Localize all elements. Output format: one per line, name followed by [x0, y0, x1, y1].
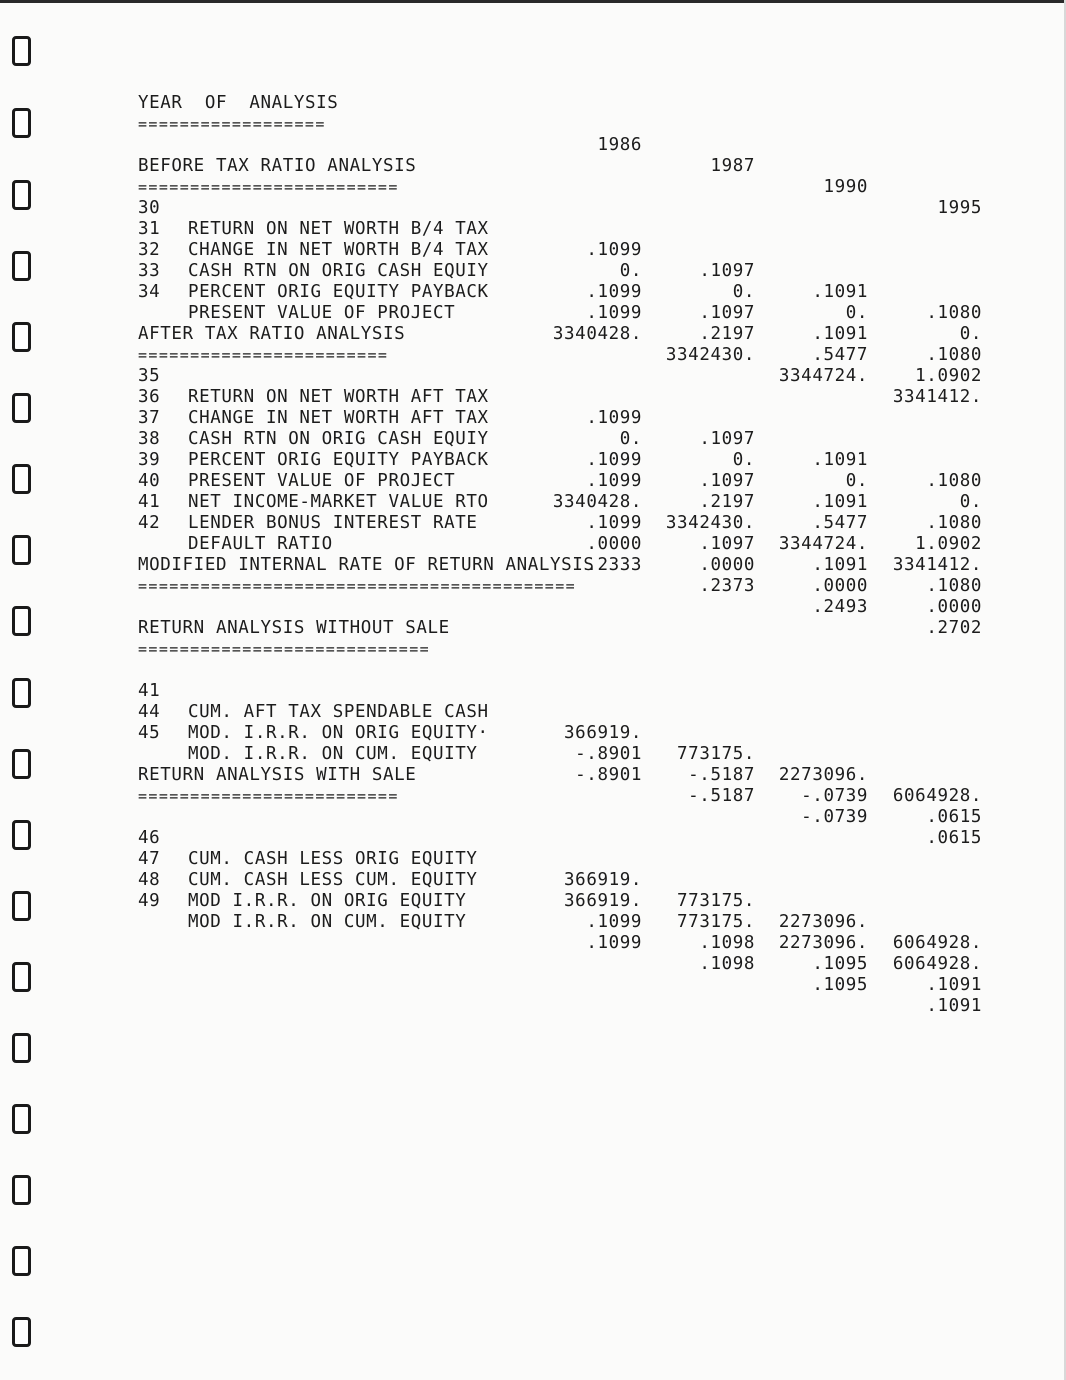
year-1995: 1995 [937, 198, 982, 218]
binding-hole [12, 251, 31, 281]
line-number: 35 [138, 366, 161, 386]
cell-1990: 2273096. [778, 933, 868, 953]
cell-1987: .2197 [699, 492, 755, 512]
cell-1995: .1080 [926, 576, 982, 596]
binding-hole [12, 1246, 31, 1276]
row-label: CASH RTN ON ORIG CASH EQUIY [188, 261, 489, 281]
report-title: YEAR OF ANALYSIS [138, 93, 339, 113]
line-number: 48 [138, 870, 161, 890]
cell-1986: 366919. [564, 870, 642, 890]
report-printout [138, 72, 1018, 1016]
cell-1987: .2373 [699, 576, 755, 596]
row-label: NET INCOME-MARKET VALUE RTO [188, 492, 489, 512]
after-tax-title: AFTER TAX RATIO ANALYSIS [138, 324, 406, 344]
cell-1990: 2273096. [778, 912, 868, 932]
cell-1987: 773175. [677, 891, 755, 911]
line-number: 33 [138, 261, 161, 281]
row-label: MOD. I.R.R. ON CUM. EQUITY [188, 744, 478, 764]
cell-1990: .1091 [812, 450, 868, 470]
cell-1986: 366919. [564, 891, 642, 911]
cell-1990: 3344724. [778, 366, 868, 386]
cell-1986: .2333 [586, 555, 642, 575]
cell-1995: 1.0902 [915, 366, 982, 386]
cell-1987: .1097 [699, 471, 755, 491]
cell-1995: .1091 [926, 975, 982, 995]
before-tax-title: BEFORE TAX RATIO ANALYSIS [138, 156, 417, 176]
row-label: CUM. CASH LESS ORIG EQUITY [188, 849, 478, 869]
cell-1986: .0000 [586, 534, 642, 554]
cell-1995: .1080 [926, 345, 982, 365]
cell-1987: -.5187 [688, 786, 755, 806]
cell-1990: .1091 [812, 492, 868, 512]
with-sale-underline: ========================= [138, 787, 399, 805]
cell-1995: 3341412. [892, 555, 982, 575]
line-number: 44 [138, 702, 161, 722]
cell-1986: .1099 [586, 471, 642, 491]
cell-1990: 0. [845, 471, 868, 491]
cell-1990: .5477 [812, 345, 868, 365]
line-number: 32 [138, 240, 161, 260]
binding-hole [12, 891, 31, 921]
line-number: 39 [138, 450, 161, 470]
cell-1987: 0. [732, 450, 755, 470]
cell-1995: .2702 [926, 618, 982, 638]
line-number: 42 [138, 513, 161, 533]
line-number: 37 [138, 408, 161, 428]
line-number: 34 [138, 282, 161, 302]
cell-1995: 6064928. [892, 786, 982, 806]
row-label: MOD. I.R.R. ON ORIG EQUITY· [188, 723, 489, 743]
cell-1995: .0615 [926, 807, 982, 827]
cell-1995: 6064928. [892, 954, 982, 974]
cell-1990: .1095 [812, 954, 868, 974]
row-label: CHANGE IN NET WORTH AFT TAX [188, 408, 489, 428]
cell-1995: .1080 [926, 303, 982, 323]
line-number: 31 [138, 219, 161, 239]
binding-hole [12, 962, 31, 992]
row-label: CUM. CASH LESS CUM. EQUITY [188, 870, 478, 890]
cell-1990: .5477 [812, 513, 868, 533]
mirr-title: MODIFIED INTERNAL RATE OF RETURN ANALYSIS [138, 555, 595, 575]
cell-1986: .1099 [586, 282, 642, 302]
cell-1987: -.5187 [688, 765, 755, 785]
cell-1990: .0000 [812, 576, 868, 596]
before-tax-underline: ========================= [138, 178, 399, 196]
cell-1990: -.0739 [801, 786, 868, 806]
cell-1987: 0. [732, 282, 755, 302]
cell-1987: .2197 [699, 324, 755, 344]
line-number: 40 [138, 471, 161, 491]
cell-1990: 3344724. [778, 534, 868, 554]
year-1987: 1987 [710, 156, 755, 176]
binding-hole [12, 108, 31, 138]
cell-1987: .0000 [699, 555, 755, 575]
row-label: CUM. AFT TAX SPENDABLE CASH [188, 702, 489, 722]
row-label: MOD I.R.R. ON CUM. EQUITY [188, 912, 467, 932]
cell-1995: .0615 [926, 828, 982, 848]
line-number: 36 [138, 387, 161, 407]
cell-1986: .1099 [586, 513, 642, 533]
cell-1990: .2493 [812, 597, 868, 617]
row-label: CHANGE IN NET WORTH B/4 TAX [188, 240, 489, 260]
row-label: RETURN ON NET WORTH AFT TAX [188, 387, 489, 407]
without-sale-title: RETURN ANALYSIS WITHOUT SALE [138, 618, 450, 638]
line-number: 41 [138, 681, 161, 701]
binding-hole [12, 180, 31, 210]
cell-1990: .1091 [812, 282, 868, 302]
binding-hole [12, 820, 31, 850]
binding-hole [12, 464, 31, 494]
mirr-underline: ========================================== [138, 577, 577, 595]
cell-1987: 3342430. [665, 513, 755, 533]
cell-1986: .1099 [586, 450, 642, 470]
cell-1987: .1098 [699, 933, 755, 953]
cell-1986: .1099 [586, 912, 642, 932]
row-label: MOD I.R.R. ON ORIG EQUITY [188, 891, 467, 911]
cell-1987: 3342430. [665, 345, 755, 365]
cell-1986: .1099 [586, 933, 642, 953]
binding-hole [12, 1175, 31, 1205]
binding-hole [12, 36, 31, 66]
cell-1986: 0. [619, 261, 642, 281]
row-label: PERCENT ORIG EQUITY PAYBACK [188, 450, 489, 470]
binding-hole [12, 1104, 31, 1134]
report-title-row [138, 72, 1018, 113]
cell-1995: .1080 [926, 471, 982, 491]
cell-1990: 0. [845, 303, 868, 323]
cell-1987: .1097 [699, 303, 755, 323]
cell-1987: .1097 [699, 429, 755, 449]
report-title-underline: ================== [138, 115, 326, 133]
cell-1986: 366919. [564, 723, 642, 743]
cell-1986: .1099 [586, 408, 642, 428]
cell-1986: 3340428. [552, 324, 642, 344]
binding-holes [12, 30, 34, 1360]
year-1986: 1986 [597, 135, 642, 155]
cell-1987: .1097 [699, 261, 755, 281]
line-number: 46 [138, 828, 161, 848]
row-label: DEFAULT RATIO [188, 534, 333, 554]
cell-1987: .1097 [699, 534, 755, 554]
cell-1990: .1095 [812, 975, 868, 995]
line-number: 47 [138, 849, 161, 869]
line-number: 30 [138, 198, 161, 218]
section-underline-row [138, 618, 1018, 658]
cell-1986: .1099 [586, 240, 642, 260]
cell-1986: -.8901 [575, 765, 642, 785]
cell-1986: 0. [619, 429, 642, 449]
without-sale-underline: ============================ [138, 640, 431, 658]
line-number: 45 [138, 723, 161, 743]
cell-1986: 3340428. [552, 492, 642, 512]
cell-1987: 773175. [677, 912, 755, 932]
cell-1987: 773175. [677, 744, 755, 764]
cell-1995: 3341412. [892, 387, 982, 407]
cell-1990: 2273096. [778, 765, 868, 785]
cell-1995: 0. [959, 492, 982, 512]
binding-hole [12, 749, 31, 779]
cell-1990: .1091 [812, 324, 868, 344]
row-label: PRESENT VALUE OF PROJECT [188, 471, 456, 491]
cell-1987: .1098 [699, 954, 755, 974]
cell-1990: .1091 [812, 555, 868, 575]
after-tax-underline: ======================== [138, 346, 389, 364]
row-label: PERCENT ORIG EQUITY PAYBACK [188, 282, 489, 302]
cell-1995: 6064928. [892, 933, 982, 953]
cell-1986: -.8901 [575, 744, 642, 764]
binding-hole [12, 606, 31, 636]
cell-1990: -.0739 [801, 807, 868, 827]
binding-hole [12, 1317, 31, 1347]
with-sale-title: RETURN ANALYSIS WITH SALE [138, 765, 417, 785]
binding-hole [12, 535, 31, 565]
page-top-edge [0, 0, 1066, 3]
cell-1995: .1091 [926, 996, 982, 1016]
cell-1995: 0. [959, 324, 982, 344]
cell-1986: .1099 [586, 303, 642, 323]
row-label: CASH RTN ON ORIG CASH EQUIY [188, 429, 489, 449]
binding-hole [12, 1033, 31, 1063]
binding-hole [12, 322, 31, 352]
row-label: RETURN ON NET WORTH B/4 TAX [188, 219, 489, 239]
binding-hole [12, 393, 31, 423]
row-label: LENDER BONUS INTEREST RATE [188, 513, 478, 533]
line-number: 49 [138, 891, 161, 911]
line-number: 38 [138, 429, 161, 449]
year-1990: 1990 [823, 177, 868, 197]
line-number: 41 [138, 492, 161, 512]
binding-hole [12, 678, 31, 708]
cell-1995: .1080 [926, 513, 982, 533]
cell-1995: .0000 [926, 597, 982, 617]
cell-1995: 1.0902 [915, 534, 982, 554]
row-label: PRESENT VALUE OF PROJECT [188, 303, 456, 323]
